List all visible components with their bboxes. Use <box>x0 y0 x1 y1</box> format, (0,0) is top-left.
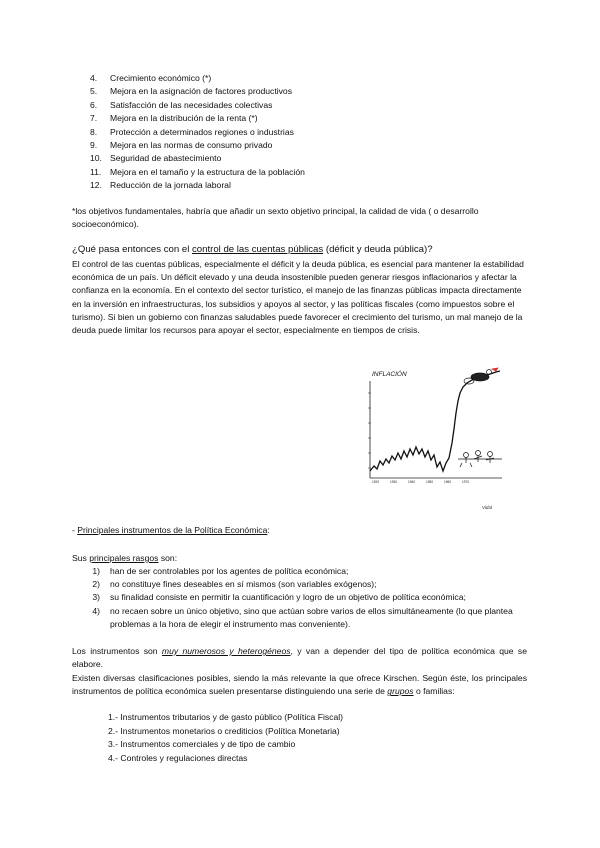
heading-title: Principales instrumentos de la Política Económica <box>77 525 268 535</box>
par-emphasis: muy numerosos y heterogéneos <box>161 646 291 656</box>
grupos-list <box>108 711 343 765</box>
svg-text:1940: 1940 <box>408 480 416 484</box>
svg-text:1950: 1950 <box>426 480 434 484</box>
question-text-end: (déficit y deuda pública)? <box>323 244 433 255</box>
item-text: su finalidad consiste en permitir la cuantificación y logro de un objetivo de política económica; <box>110 592 466 603</box>
list-item <box>90 139 490 152</box>
item-text: Protección a determinados regiones o industrias <box>110 126 294 137</box>
rasgos-list <box>72 565 527 631</box>
item-number: 8. <box>90 126 98 137</box>
list-item <box>90 179 490 192</box>
instruments-paragraph-2 <box>72 672 527 698</box>
list-item: 3.- Instrumentos comerciales y de tipo de cambio <box>108 739 296 750</box>
heading-prefix: - <box>72 525 78 535</box>
par-text-end: o familias: <box>413 686 455 697</box>
question-heading <box>72 243 527 256</box>
par-text-end: , y van a depender del tipo de política económica que se elabore. <box>72 646 527 670</box>
cartoon-label: INFLACIÓN <box>372 371 407 378</box>
heading-suffix: : <box>267 525 270 535</box>
cartoon-signature: Vidal <box>482 505 492 510</box>
list-item <box>90 112 490 125</box>
item-number: 12. <box>90 180 102 191</box>
list-item <box>72 605 527 631</box>
list-item <box>90 166 490 179</box>
svg-text:1960: 1960 <box>444 480 452 484</box>
item-text: no recaen sobre un único objetivo, sino que actúan sobre varios de ellos simultáneamente (lo que plantea problemas a la hora de elegir el instrumento mas conveniente). <box>110 605 513 629</box>
list-item <box>90 99 490 112</box>
list-item: 4.- Controles y regulaciones directas <box>108 752 248 763</box>
item-number: 7. <box>90 113 98 124</box>
intro-text-end: son: <box>158 553 178 563</box>
svg-text:1920: 1920 <box>372 480 380 484</box>
question-text: ¿Qué pasa entonces con el <box>72 244 192 255</box>
item-number: 11. <box>90 166 102 177</box>
list-item <box>90 85 490 98</box>
inflation-cartoon-drawing <box>362 363 514 515</box>
item-text: Crecimiento económico (*) <box>110 73 212 83</box>
par-text: Existen diversas clasificaciones posibles, siendo la más relevante la que ofrece Kirschen. Según éste, los principales instrumentos de política económica suelen presentarse distinguiendo una serie de <box>72 673 527 697</box>
item-text: Mejora en la distribución de la renta (*) <box>110 113 258 124</box>
item-text: no constituye fines deseables en sí mismos (son variables exógenos); <box>110 579 377 590</box>
list-item <box>90 72 490 85</box>
inflation-cartoon <box>362 363 514 515</box>
item-number: 1) <box>92 566 100 576</box>
intro-text: Sus <box>72 553 90 563</box>
intro-link: principales rasgos <box>89 553 159 563</box>
svg-text:1930: 1930 <box>390 480 398 484</box>
item-number: 9. <box>90 139 98 150</box>
item-text: Mejora en las normas de consumo privado <box>110 139 273 150</box>
item-text: Mejora en la asignación de factores productivos <box>110 86 293 97</box>
item-number: 10. <box>90 153 102 164</box>
question-link[interactable]: control de las cuentas públicas <box>192 244 324 255</box>
par-text: Los instrumentos son <box>72 646 162 656</box>
item-number: 2) <box>92 579 100 590</box>
item-text: han de ser controlables por los agentes de política económica; <box>110 566 349 576</box>
item-number: 4. <box>90 73 98 83</box>
item-number: 3) <box>92 592 100 603</box>
list-item: 1.- Instrumentos tributarios y de gasto público (Política Fiscal) <box>108 712 343 722</box>
item-number: 5. <box>90 86 98 97</box>
item-text: Mejora en el tamaño y la estructura de la población <box>110 166 305 177</box>
item-text: Seguridad de abastecimiento <box>110 153 222 164</box>
svg-text:1970: 1970 <box>462 480 470 484</box>
item-text: Satisfacción de las necesidades colectivas <box>110 99 273 110</box>
control-paragraph: El control de las cuentas públicas, especialmente el déficit y la deuda pública, es esencial para mantener la estabilidad económica de un país. Un déficit elevado y una deuda insostenible pueden generar riesgos inflacionarios y afectar la confianza en la economía. En el contexto del sector turístico, el manejo de las finanzas públicas impacta directamente en la inversión en infraestructuras, los subsidios y apoyos al sector, y las políticas fiscales (como impuestos sobre el turismo). Si bien un gobierno con finanzas saludables puede favorecer el crecimiento del turismo, un mal manejo de la deuda puede limitar los recursos para apoyar el sector, especialmente en tiempos de crisis. <box>72 259 524 336</box>
item-number: 4) <box>92 605 100 616</box>
rasgos-intro <box>72 552 272 565</box>
list-item: 2.- Instrumentos monetarios o crediticios (Política Monetaria) <box>108 725 340 736</box>
objectives-list <box>90 72 490 193</box>
instruments-heading <box>72 524 527 537</box>
list-item <box>90 126 490 139</box>
item-number: 6. <box>90 99 98 110</box>
list-item <box>90 152 490 165</box>
list-item <box>72 565 527 578</box>
par-emphasis: grupos <box>387 686 414 697</box>
instruments-paragraph-1 <box>72 645 527 671</box>
footnote: *los objetivos fundamentales, habría que añadir un sexto objetivo principal, la calidad de vida ( o desarrollo socioeconómico). <box>72 206 479 230</box>
item-text: Reducción de la jornada laboral <box>110 180 231 191</box>
list-item <box>72 591 527 604</box>
list-item <box>72 578 527 591</box>
